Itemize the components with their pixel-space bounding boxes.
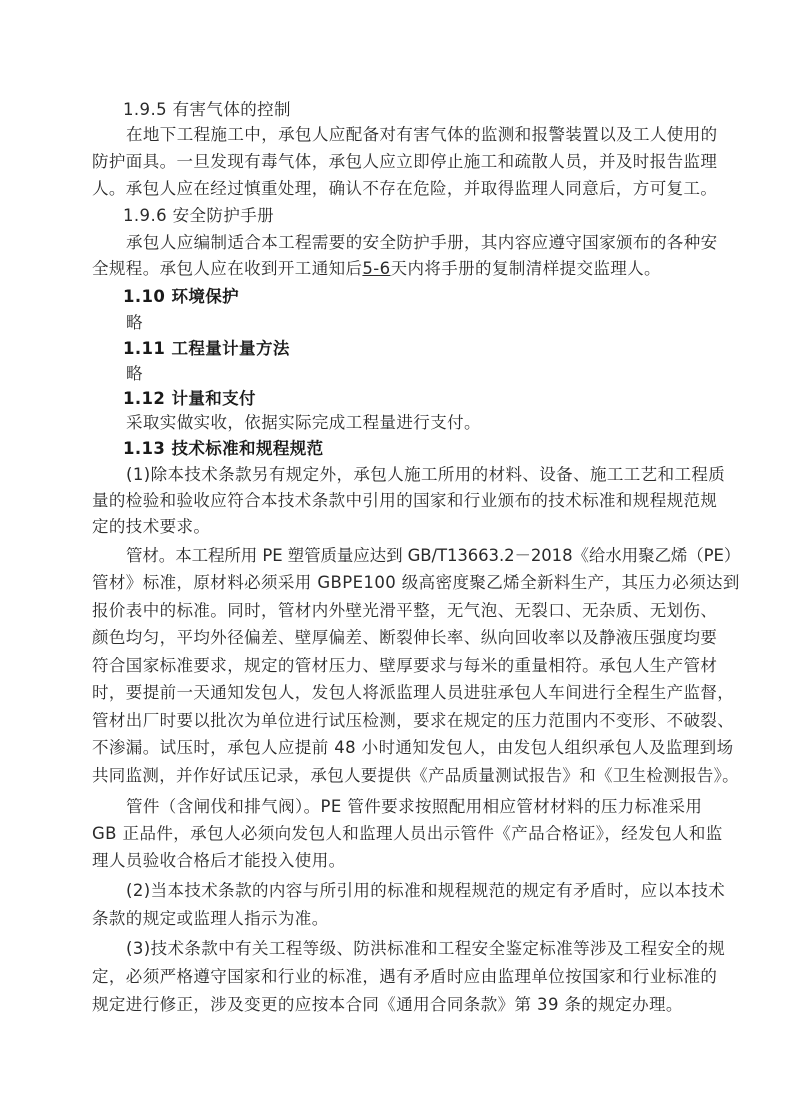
paragraph-line: 管件（含闸伐和排气阀）。PE 管件要求按照配用相应管材材料的压力标准采用 (126, 797, 703, 816)
paragraph-line: 采取实做实收，依据实际完成工程量进行支付。 (126, 413, 481, 432)
paragraph-line: 不渗漏。试压时，承包人应提前 48 小时通知发包人，由发包人组织承包人及监理到场 (92, 738, 734, 757)
underlined-days: 5-6 (362, 259, 391, 278)
paragraph-line: 颜色均匀，平均外径偏差、壁厚偏差、断裂伸长率、纵向回收率以及静液压强度均要 (92, 628, 718, 647)
section-heading-1-10: 1.10 环境保护 (123, 287, 240, 306)
paragraph-line: 略 (126, 364, 143, 383)
paragraph-line: 定，必须严格遵守国家和行业的标准，遇有矛盾时应由监理单位按国家和行业标准的 (92, 967, 718, 986)
paragraph-line: 共同监测，并作好试压记录，承包人要提供《产品质量测试报告》和《卫生检测报告》。 (92, 766, 739, 785)
paragraph-line: 管材》标准，原材料必须采用 GBPE100 级高密度聚乙烯全新料生产，其压力必须达到 (92, 573, 740, 592)
paragraph-line: 管材。本工程所用 PE 塑管质量应达到 GB/T13663.2－2018《给水用聚乙烯（PE） (126, 546, 741, 565)
section-heading-1-11: 1.11 工程量计量方法 (123, 339, 290, 358)
paragraph-line: 规定进行修正，涉及变更的应按本合同《通用合同条款》第 39 条的规定办理。 (92, 995, 683, 1014)
paragraph-line: (2)当本技术条款的内容与所引用的标准和规程规范的规定有矛盾时，应以本技术 (126, 881, 726, 900)
paragraph-line (92, 258, 661, 280)
text-run: 天内将手册的复制清样提交监理人。 (390, 259, 661, 278)
section-heading-1-9-6: 1.9.6 安全防护手册 (123, 206, 275, 225)
paragraph-line: GB 正品件，承包人必须向发包人和监理人员出示管件《产品合格证》，经发包人和监 (92, 824, 723, 843)
paragraph-line: 理人员验收合格后才能投入使用。 (92, 851, 346, 870)
paragraph-line: 定的技术要求。 (92, 517, 211, 536)
paragraph-line: 人。承包人应在经过慎重处理，确认不存在危险，并取得监理人同意后，方可复工。 (92, 179, 718, 198)
paragraph-line: 承包人应编制适合本工程需要的安全防护手册，其内容应遵守国家颁布的各种安 (126, 233, 718, 252)
paragraph-line: (1)除本技术条款另有规定外，承包人施工所用的材料、设备、施工工艺和工程质 (126, 465, 726, 484)
section-heading-1-12: 1.12 计量和支付 (123, 389, 256, 408)
paragraph-line: 在地下工程施工中，承包人应配备对有害气体的监测和报警装置以及工人使用的 (126, 125, 718, 144)
section-heading-1-13: 1.13 技术标准和规程规范 (123, 439, 324, 458)
text-run: 全规程。承包人应在收到开工通知后 (92, 259, 363, 278)
section-heading-1-9-5: 1.9.5 有害气体的控制 (123, 100, 291, 119)
paragraph-line: 量的检验和验收应符合本技术条款中引用的国家和行业颁布的技术标准和规程规范规 (92, 491, 718, 510)
paragraph-line: 时，要提前一天通知发包人，发包人将派监理人员进驻承包人车间进行全程生产监督， (92, 683, 735, 702)
paragraph-line: 条款的规定或监理人指示为准。 (92, 909, 329, 928)
paragraph-line: 防护面具。一旦发现有毒气体，承包人应立即停止施工和疏散人员，并及时报告监理 (92, 152, 718, 171)
paragraph-line: 略 (126, 313, 143, 332)
paragraph-line: (3)技术条款中有关工程等级、防洪标准和工程安全鉴定标准等涉及工程安全的规 (126, 939, 726, 958)
paragraph-line: 管材出厂时要以批次为单位进行试压检测，要求在规定的压力范围内不变形、不破裂、 (92, 711, 735, 730)
paragraph-line: 符合国家标准要求，规定的管材压力、壁厚要求与每米的重量相符。承包人生产管材 (92, 656, 718, 675)
paragraph-line: 报价表中的标准。同时，管材内外壁光滑平整，无气泡、无裂口、无杂质、无划伤、 (92, 601, 718, 620)
